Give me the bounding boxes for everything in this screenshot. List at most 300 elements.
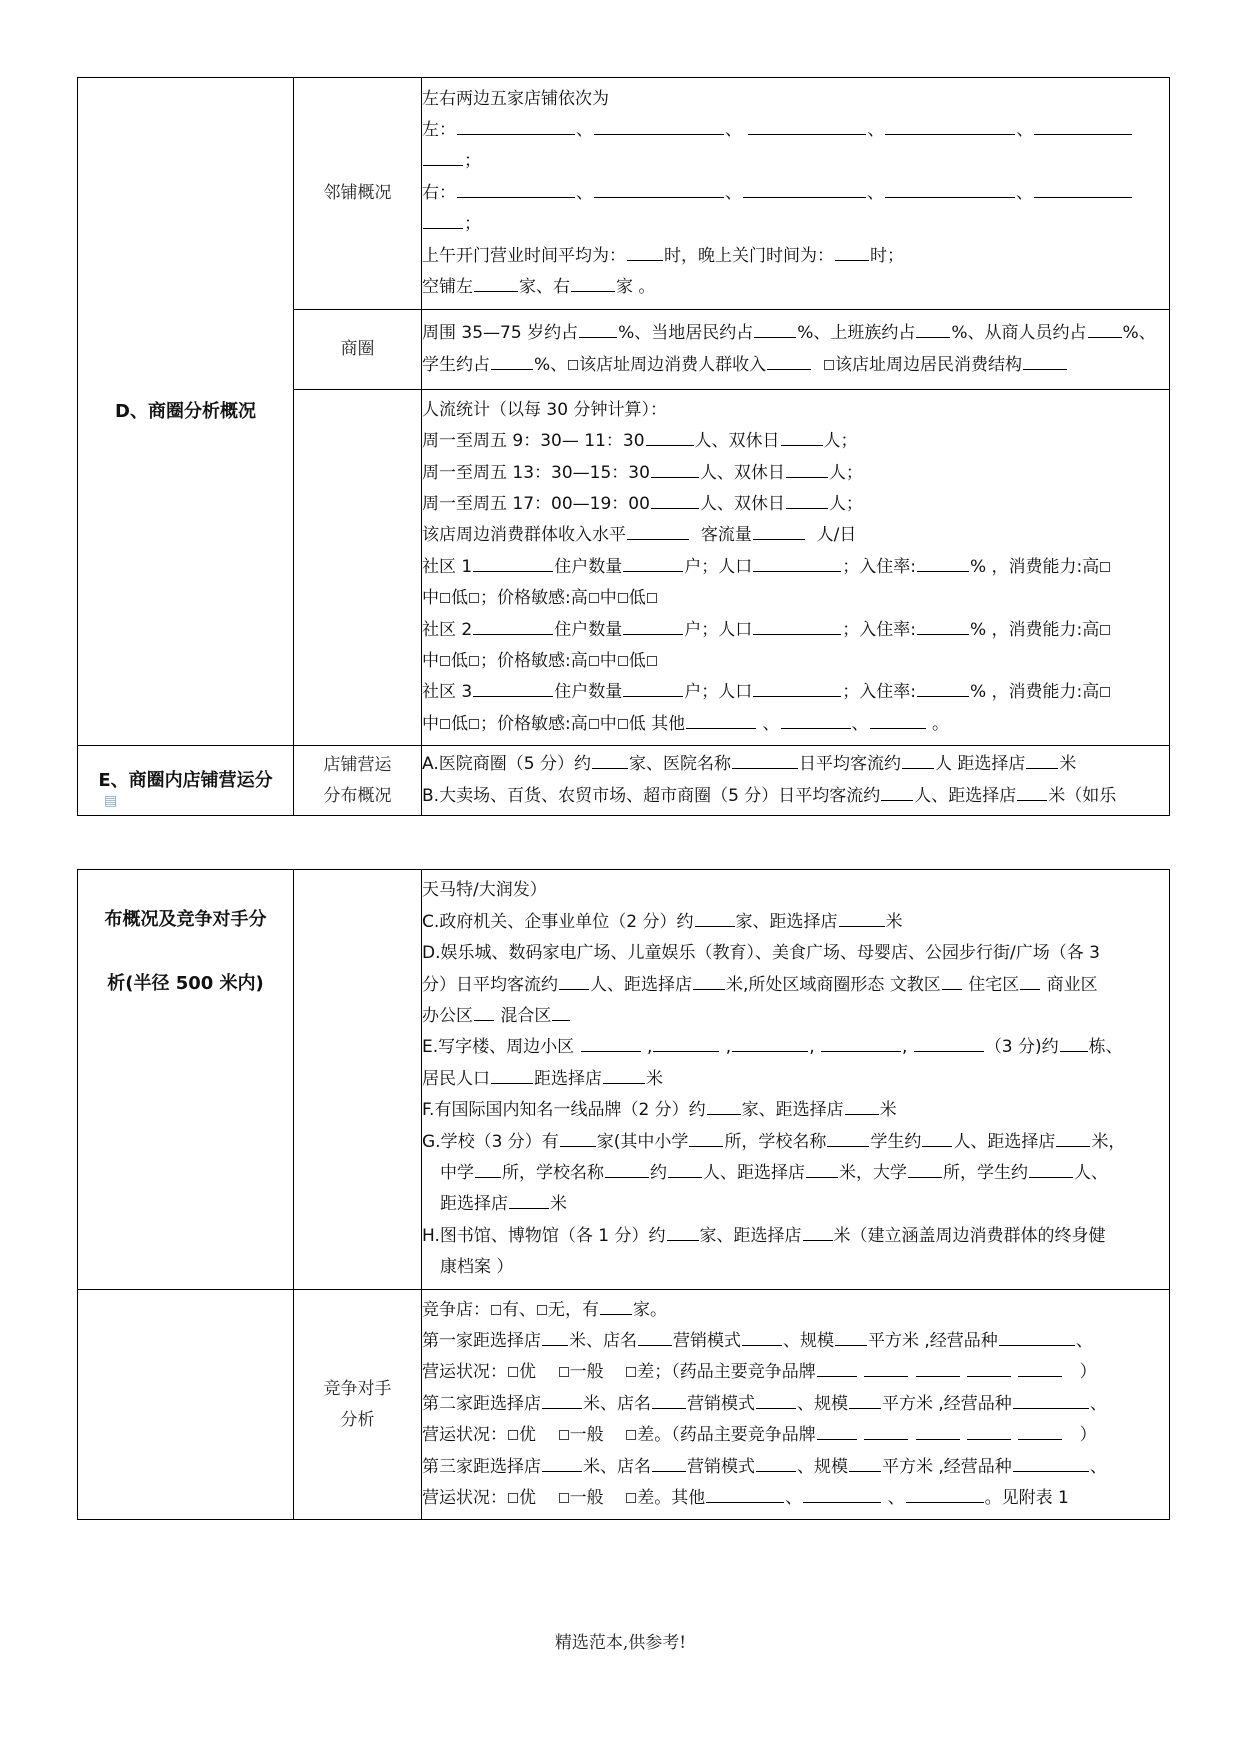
price-mid-label: 中 (599, 713, 617, 734)
separator: 、 (785, 1487, 803, 1508)
households-label: 住户数量 (554, 619, 623, 640)
school-row-1 (422, 1127, 1169, 1158)
price-mid-label: 中 (599, 650, 617, 671)
community-name: 社区 2 (422, 619, 473, 640)
school-count-field[interactable] (560, 1127, 596, 1147)
community-3-row-2: 中 低 ；价格敏感:高 中 低 其他 、 、 。 (422, 709, 1169, 740)
left-shop-2-field[interactable] (594, 115, 724, 135)
spending-high-checkbox[interactable] (1100, 562, 1110, 572)
university-count-field[interactable] (908, 1158, 942, 1178)
status-poor-checkbox[interactable] (626, 1430, 636, 1440)
office-4-field[interactable] (821, 1032, 901, 1052)
traffic-row-3 (422, 489, 1169, 520)
low-label: 低 (451, 650, 468, 671)
distribution-label-line-1: 店铺营运 (323, 754, 392, 775)
distribution-continued-content (422, 870, 1170, 1290)
hospital-distance-field[interactable] (1026, 749, 1058, 769)
competitor-section-empty (78, 1290, 294, 1520)
residents-row (422, 1064, 1169, 1095)
document-icon: ▤ (104, 793, 118, 809)
c2-products-field[interactable] (1013, 1389, 1089, 1409)
price-high-checkbox[interactable] (589, 719, 599, 729)
trade-area-content (422, 310, 1170, 390)
entertainment-row-2 (422, 970, 1169, 1001)
hospital-flow-field[interactable] (902, 749, 934, 769)
analysis-table-part-2 (77, 869, 1170, 1520)
section-e-continued (78, 870, 294, 1290)
c3-name-label: 米、店名 (583, 1456, 651, 1477)
semicolon: ； (464, 214, 481, 235)
bracket-end: ） (1079, 1362, 1097, 1383)
c2-mode-field[interactable] (756, 1389, 796, 1409)
left-label: 左： (422, 120, 456, 141)
c1-name-label: 米、店名 (569, 1331, 637, 1352)
population-field[interactable] (753, 615, 841, 635)
c3-distance-field[interactable] (542, 1452, 582, 1472)
left-shop-5-cont-field[interactable] (423, 146, 463, 166)
neighbors-left-row: 左： 、 、 、 、 (422, 115, 1169, 146)
gov-distance-label: 家、距选择店 (735, 911, 838, 932)
library-count-label: H.图书馆、博物馆（各 1 分）约 (422, 1225, 666, 1246)
hospital-name-field[interactable] (732, 749, 798, 769)
traffic-row-1 (422, 426, 1169, 457)
middle-distance-field[interactable] (806, 1158, 838, 1178)
status-normal-checkbox[interactable] (559, 1493, 569, 1503)
office-count-label: （3 分)约 (984, 1037, 1059, 1058)
price-low-checkbox[interactable] (647, 593, 657, 603)
weekday-count-field[interactable] (646, 426, 694, 446)
price-mid-checkbox[interactable] (618, 593, 628, 603)
office-buildings-row: E.写字楼、周边小区 , , , , （3 分)约 栋、 (422, 1032, 1169, 1063)
status-label: 营运状况： (422, 1425, 507, 1446)
community-1-row (422, 552, 1169, 583)
occupancy-field[interactable] (917, 552, 969, 572)
price-low-label: 低 (628, 713, 646, 734)
status-label: 营运状况： (422, 1487, 507, 1508)
c1-products-field[interactable] (999, 1326, 1075, 1346)
meter-unit: 米 (885, 911, 903, 932)
brand-2-field[interactable] (864, 1357, 908, 1377)
middle-name-field[interactable] (605, 1158, 649, 1178)
c2-size-field[interactable] (849, 1389, 881, 1409)
market-flow-field[interactable] (881, 781, 913, 801)
trade-area-label: 商圈 (294, 310, 422, 390)
flow-label: 客流量 (700, 525, 752, 546)
population-label: 户；人口 (684, 556, 753, 577)
price-low-label: 低 (628, 650, 646, 671)
time-slot: 周一至周五 9：30— 11：30 (422, 431, 645, 452)
competitor-2-status-row (422, 1420, 1169, 1451)
residents-distance-field[interactable] (603, 1064, 645, 1084)
status-poor-checkbox[interactable] (626, 1367, 636, 1377)
primary-label: 家(其中小学 (596, 1131, 689, 1152)
status-normal-label: 一般 (569, 1487, 604, 1508)
building-unit: 栋、 (1088, 1037, 1123, 1058)
occupancy-label: ；入住率: (842, 619, 916, 640)
age-ratio-label: 周围 35—75 岁约占 (422, 323, 579, 344)
spending-low-checkbox[interactable] (469, 656, 479, 666)
meter-unit: 米 (879, 1100, 897, 1121)
middle-students-field[interactable] (668, 1158, 702, 1178)
weekday-count-field[interactable] (651, 458, 699, 478)
spending-low-checkbox[interactable] (469, 719, 479, 729)
c2-name-label: 米、店名 (583, 1393, 651, 1414)
spending-label: % ，消费能力:高 (969, 619, 1100, 640)
right-shop-3-field[interactable] (743, 178, 866, 198)
brand-count-field[interactable] (707, 1095, 741, 1115)
empty-shops-row (422, 272, 1169, 303)
competitor-count-unit: 家。 (633, 1299, 667, 1320)
market-distance-label: 人、距选择店 (914, 785, 1017, 806)
primary-distance-label: 人、距选择店 (953, 1131, 1056, 1152)
price-mid-label: 中 (599, 588, 617, 609)
office-2-field[interactable] (653, 1032, 719, 1052)
open-time-field[interactable] (627, 241, 663, 261)
neighbors-left-end (422, 146, 1169, 177)
local-ratio-field[interactable] (754, 318, 796, 338)
office-3-field[interactable] (732, 1032, 808, 1052)
office-5-field[interactable] (914, 1032, 984, 1052)
other-2-field[interactable] (803, 1483, 881, 1503)
structure-field[interactable] (1023, 350, 1067, 370)
status-label: 营运状况： (422, 1362, 507, 1383)
primary-distance-field[interactable] (1056, 1127, 1090, 1147)
student-ratio-field[interactable] (491, 350, 533, 370)
price-label: ；价格敏感:高 (480, 650, 588, 671)
competitor-count-field[interactable] (600, 1295, 632, 1315)
households-field[interactable] (623, 615, 683, 635)
status-good-checkbox[interactable] (508, 1493, 518, 1503)
price-high-checkbox[interactable] (589, 656, 599, 666)
meter-unit: 米 (550, 1194, 567, 1215)
competitor-label-line-1: 竞争对手 (323, 1378, 392, 1399)
price-low-label: 低 (628, 588, 646, 609)
right-shop-2-field[interactable] (594, 178, 724, 198)
local-ratio-label: %、当地居民约占 (618, 323, 754, 344)
competitor-1-row (422, 1326, 1169, 1357)
zone-commercial-label: 商业区 (1046, 974, 1098, 995)
flow-unit: 人/日 (816, 525, 857, 546)
community-field[interactable] (473, 615, 553, 635)
brands-label: 差。（药品主要竞争品牌 (637, 1425, 816, 1446)
separator: 、 (887, 1487, 905, 1508)
low-label: 低 (451, 588, 468, 609)
status-good-label: 优 (519, 1487, 536, 1508)
income-checkbox[interactable] (568, 360, 578, 370)
empty-right-field[interactable] (571, 272, 615, 292)
section-e-cont-line-1: 布概况及竞争对手分 (104, 909, 267, 930)
ent-distance-label: 人、距选择店 (590, 974, 692, 995)
neighbors-right-end (422, 209, 1169, 240)
library-distance-field[interactable] (803, 1221, 833, 1241)
status-good-checkbox[interactable] (508, 1430, 518, 1440)
brand-4-field[interactable] (967, 1357, 1011, 1377)
primary-count-field[interactable] (689, 1127, 723, 1147)
c3-size-field[interactable] (849, 1452, 881, 1472)
entertainment-row-1: D.娱乐城、数码家电广场、儿童娱乐（教育）、美食广场、母婴店、公园步行街/广场（各 3 (422, 943, 1100, 964)
empty-end: 家 。 (616, 276, 656, 297)
c1-size-field[interactable] (835, 1326, 867, 1346)
c3-products-label: 平方米 ,经营品种 (882, 1456, 1012, 1477)
competitor-label-text: 竞争店： (422, 1299, 490, 1320)
households-field[interactable] (623, 677, 683, 697)
row-end: 人； (828, 494, 863, 515)
income-level-field[interactable] (627, 520, 689, 540)
other-2-field[interactable] (781, 709, 851, 729)
brand-3-field[interactable] (916, 1420, 960, 1440)
library-row (422, 1221, 1169, 1252)
university-students-label: 所，学生约 (943, 1162, 1028, 1183)
neighbors-content (422, 78, 1170, 310)
structure-label: 该店址周边居民消费结构 (834, 354, 1022, 375)
structure-checkbox[interactable] (824, 360, 834, 370)
brand-1-field[interactable] (817, 1357, 857, 1377)
right-label: 右： (422, 182, 456, 203)
households-label: 住户数量 (554, 556, 623, 577)
population-field[interactable] (753, 677, 841, 697)
has-label: 有、 (502, 1299, 536, 1320)
office-label: E.写字楼、周边小区 (422, 1037, 575, 1058)
status-normal-label: 一般 (569, 1425, 604, 1446)
c2-name-field[interactable] (652, 1389, 686, 1409)
gov-count-field[interactable] (695, 907, 735, 927)
left-shop-3-field[interactable] (748, 115, 866, 135)
time-slot: 周一至周五 17：00—19：00 (422, 494, 650, 515)
middle-count-field[interactable] (475, 1158, 501, 1178)
weekday-count-field[interactable] (651, 489, 699, 509)
c1-name-field[interactable] (638, 1326, 672, 1346)
weekend-count-field[interactable] (781, 426, 823, 446)
neighbors-intro: 左右两边五家店铺依次为 (422, 88, 609, 109)
primary-students-label: 学生约 (870, 1131, 922, 1152)
brand-3-field[interactable] (916, 1357, 960, 1377)
has-competitor-checkbox[interactable] (491, 1305, 501, 1315)
middle-label: 中学 (440, 1162, 474, 1183)
traffic-row-2 (422, 458, 1169, 489)
merchant-ratio-field[interactable] (1088, 318, 1122, 338)
population-field[interactable] (753, 552, 841, 572)
status-good-checkbox[interactable] (508, 1367, 518, 1377)
competitor-content (422, 1290, 1170, 1520)
brand-2-field[interactable] (864, 1420, 908, 1440)
analysis-table-part-1 (77, 77, 1170, 816)
c3-mode-label: 营销模式 (687, 1456, 755, 1477)
zone-mixed-field[interactable] (552, 1001, 570, 1021)
comma: 、 (1089, 1456, 1107, 1477)
population-label: 户；人口 (684, 619, 753, 640)
right-shop-1-field[interactable] (457, 178, 575, 198)
spending-high-checkbox[interactable] (1100, 625, 1110, 635)
ent-flow-field[interactable] (559, 970, 589, 990)
traffic-label-empty (294, 390, 422, 746)
traffic-title: 人流统计（以每 30 分钟计算）： (422, 399, 667, 420)
university-distance-label: 距选择店 (440, 1194, 508, 1215)
spending-low-checkbox[interactable] (469, 593, 479, 603)
price-mid-checkbox[interactable] (618, 719, 628, 729)
office-1-field[interactable] (581, 1032, 641, 1052)
distribution-label (294, 746, 422, 816)
hospital-count-label: A.医院商圈（5 分）约 (422, 754, 591, 775)
competitor-3-row (422, 1452, 1169, 1483)
price-high-checkbox[interactable] (589, 593, 599, 603)
left-shop-1-field[interactable] (457, 115, 575, 135)
middle-students-label: 约 (650, 1162, 667, 1183)
flow-field[interactable] (753, 520, 805, 540)
library-count-field[interactable] (667, 1221, 699, 1241)
other-1-field[interactable] (686, 709, 756, 729)
right-shop-5-field[interactable] (1034, 178, 1132, 198)
comma: 、 (1089, 1393, 1107, 1414)
status-poor-checkbox[interactable] (626, 1493, 636, 1503)
brand-1-field[interactable] (817, 1420, 857, 1440)
occupancy-field[interactable] (917, 615, 969, 635)
empty-left-field[interactable] (474, 272, 518, 292)
university-distance-field[interactable] (509, 1189, 549, 1209)
community-field[interactable] (473, 552, 553, 572)
weekend-count-field[interactable] (786, 489, 828, 509)
hours-end: 时； (870, 245, 904, 266)
income-label: 该店址周边消费人群收入 (579, 354, 767, 375)
section-d-label: D、商圈分析概况 (78, 78, 294, 746)
c1-products-label: 平方米 ,经营品种 (868, 1331, 998, 1352)
person-unit: 人、 (1074, 1162, 1108, 1183)
zone-culture-field[interactable] (942, 970, 962, 990)
status-normal-checkbox[interactable] (559, 1367, 569, 1377)
other-1-field[interactable] (706, 1483, 784, 1503)
hospital-count-field[interactable] (592, 749, 628, 769)
bracket-end: ） (1079, 1425, 1097, 1446)
mid-label: 中 (422, 650, 439, 671)
c3-size-label: 、规模 (797, 1456, 848, 1477)
spending-mid-checkbox[interactable] (440, 656, 450, 666)
business-hours-row (422, 241, 1169, 272)
zone-residential-field[interactable] (1020, 970, 1040, 990)
ratio-end: %、 (1122, 323, 1156, 344)
weekend-count-field[interactable] (786, 458, 828, 478)
empty-left-label: 空铺左 (422, 276, 473, 297)
status-good-label: 优 (519, 1362, 536, 1383)
market-distance-field[interactable] (1017, 781, 1047, 801)
c3-products-field[interactable] (1013, 1452, 1089, 1472)
hospital-distance-label: 人 距选择店 (934, 754, 1026, 775)
hospital-flow-label: 日平均客流约 (798, 754, 901, 775)
right-shop-4-field[interactable] (885, 178, 1015, 198)
c2-distance-field[interactable] (542, 1389, 582, 1409)
mid-label: 中 (422, 588, 439, 609)
semicolon: ； (464, 151, 481, 172)
c1-mode-field[interactable] (742, 1326, 782, 1346)
page-footer: 精选范本,供参考! (554, 1633, 687, 1653)
row-end: 人； (828, 462, 863, 483)
brand-4-field[interactable] (967, 1420, 1011, 1440)
primary-name-field[interactable] (827, 1127, 869, 1147)
zone-mixed-label: 混合区 (500, 1006, 552, 1027)
close-time-label: 时，晚上关门时间为： (664, 245, 834, 266)
households-field[interactable] (623, 552, 683, 572)
school-row-3 (422, 1189, 1169, 1220)
neighbors-right-row: 右： 、 、 、 、 (422, 178, 1169, 209)
price-low-checkbox[interactable] (647, 656, 657, 666)
c3-name-field[interactable] (652, 1452, 686, 1472)
entertainment-row-3 (422, 1001, 1169, 1032)
brand-5-field[interactable] (1018, 1420, 1062, 1440)
community-name: 社区 1 (422, 556, 473, 577)
office-ratio-field[interactable] (916, 318, 950, 338)
c2-size-label: 、规模 (797, 1393, 848, 1414)
zone-office-field[interactable] (474, 1001, 494, 1021)
brand-count-label: F.有国际国内知名一线品牌（2 分）约 (422, 1100, 706, 1121)
office-count-field[interactable] (1060, 1032, 1088, 1052)
university-students-field[interactable] (1029, 1158, 1073, 1178)
library-note: 米（建立涵盖周边消费群体的终身健 (833, 1225, 1106, 1246)
price-label: ；价格敏感:高 (480, 588, 588, 609)
left-shop-4-field[interactable] (885, 115, 1015, 135)
residents-field[interactable] (491, 1064, 533, 1084)
market-continued: 天马特/大润发） (422, 880, 547, 901)
community-1-row-2 (422, 583, 1169, 614)
other-3-field[interactable] (906, 1483, 984, 1503)
student-ratio-row (422, 350, 1169, 381)
residents-distance-label: 距选择店 (534, 1068, 602, 1089)
meter-unit: 米 (1059, 754, 1077, 775)
spending-mid-checkbox[interactable] (440, 719, 450, 729)
row-end: 人； (823, 431, 858, 452)
university-label: 米，大学 (839, 1162, 907, 1183)
primary-students-field[interactable] (922, 1127, 952, 1147)
close-time-field[interactable] (835, 241, 869, 261)
middle-distance-label: 人、距选择店 (703, 1162, 805, 1183)
traffic-content (422, 390, 1170, 746)
population-label: 户；人口 (684, 682, 753, 703)
mid-label: 中 (422, 713, 439, 734)
age-ratio-field[interactable] (579, 318, 617, 338)
left-shop-5-field[interactable] (1034, 115, 1132, 135)
other-label: 差。其他 (637, 1487, 706, 1508)
gov-distance-field[interactable] (839, 907, 885, 927)
spending-high-checkbox[interactable] (1100, 687, 1110, 697)
library-note-end: 康档案 ） (440, 1257, 514, 1278)
ent-distance-field[interactable] (693, 970, 725, 990)
market-end: 米（如乐 (1048, 785, 1117, 806)
competitor-1-status-row (422, 1357, 1169, 1388)
right-shop-5-cont-field[interactable] (423, 209, 463, 229)
spending-mid-checkbox[interactable] (440, 593, 450, 603)
status-normal-checkbox[interactable] (559, 1430, 569, 1440)
spending-label: % ，消费能力:高 (969, 682, 1100, 703)
government-row (422, 907, 1169, 938)
no-label: 无，有 (548, 1299, 599, 1320)
office-ratio-label: %、上班族约占 (797, 323, 916, 344)
c3-mode-field[interactable] (756, 1452, 796, 1472)
price-mid-checkbox[interactable] (618, 656, 628, 666)
brand-distance-field[interactable] (845, 1095, 879, 1115)
distribution-label-empty (294, 870, 422, 1290)
c1-mode-label: 营销模式 (673, 1331, 741, 1352)
income-field[interactable] (767, 350, 811, 370)
community-field[interactable] (473, 677, 553, 697)
other-label: 其他 (645, 713, 686, 734)
competitor-intro-row (422, 1295, 1169, 1326)
no-competitor-checkbox[interactable] (537, 1305, 547, 1315)
status-good-label: 优 (519, 1425, 536, 1446)
occupancy-field[interactable] (917, 677, 969, 697)
c3-distance-label: 第三家距选择店 (422, 1456, 541, 1477)
other-3-field[interactable] (870, 709, 926, 729)
c1-distance-field[interactable] (542, 1326, 568, 1346)
zone-residential-label: 住宅区 (968, 974, 1020, 995)
hospital-row (422, 749, 1169, 780)
brand-5-field[interactable] (1018, 1357, 1062, 1377)
